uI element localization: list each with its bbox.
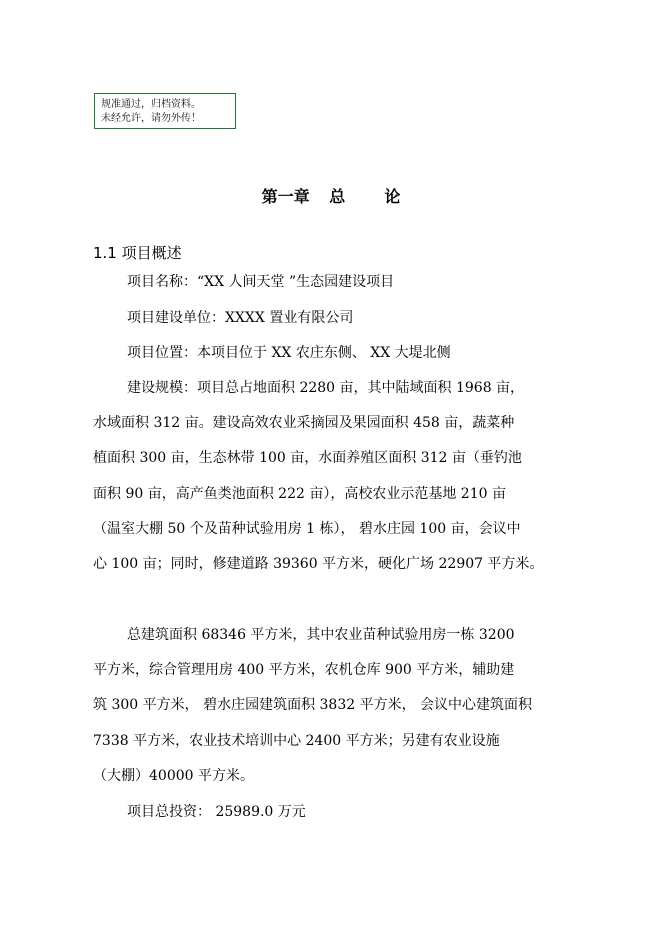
section-heading: 1.1 项目概述 xyxy=(93,244,182,262)
stamp-line-2: 未经允许，请勿外传！ xyxy=(101,113,201,124)
chapter-title: 第一章 总 论 xyxy=(261,187,401,206)
stamp-line-1: 规准通过，归档资料。 xyxy=(101,99,201,110)
project-builder-line: 项目建设单位：XXXX 置业有限公司 xyxy=(127,310,354,326)
scale-line: 面积 90 亩，高产鱼类池面积 222 亩），高校农业示范基地 210 亩 xyxy=(93,486,506,502)
project-location-line: 项目位置：本项目位于 XX 农庄东侧、 XX 大堤北侧 xyxy=(127,345,451,361)
scale-line: 植面积 300 亩，生态林带 100 亩，水面养殖区面积 312 亩（垂钓池 xyxy=(93,450,522,466)
building-line: 平方米，综合管理用房 400 平方米，农机仓库 900 平方米，辅助建 xyxy=(93,662,515,678)
building-line: 7338 平方米，农业技术培训中心 2400 平方米；另建有农业设施 xyxy=(93,733,500,749)
confidential-stamp xyxy=(94,93,236,129)
scale-line: 心 100 亩；同时，修建道路 39360 平方米，硬化广场 22907 平方米。 xyxy=(93,556,544,572)
scale-line: （温室大棚 50 个及苗种试验用房 1 栋）， 碧水庄园 100 亩，会议中 xyxy=(93,521,521,537)
scale-line: 建设规模：项目总占地面积 2280 亩，其中陆域面积 1968 亩， xyxy=(127,380,525,396)
project-name-line: 项目名称：“XX 人间天堂 ”生态园建设项目 xyxy=(127,274,395,290)
building-line: （大棚）40000 平方米。 xyxy=(93,768,254,784)
scale-line: 水域面积 312 亩。建设高效农业采摘园及果园面积 458 亩，蔬菜种 xyxy=(93,415,515,431)
building-line: 筑 300 平方米， 碧水庄园建筑面积 3832 平方米， 会议中心建筑面积 xyxy=(93,697,533,713)
building-line: 总建筑面积 68346 平方米，其中农业苗种试验用房一栋 3200 xyxy=(127,627,515,643)
investment-line: 项目总投资： 25989.0 万元 xyxy=(127,804,306,820)
